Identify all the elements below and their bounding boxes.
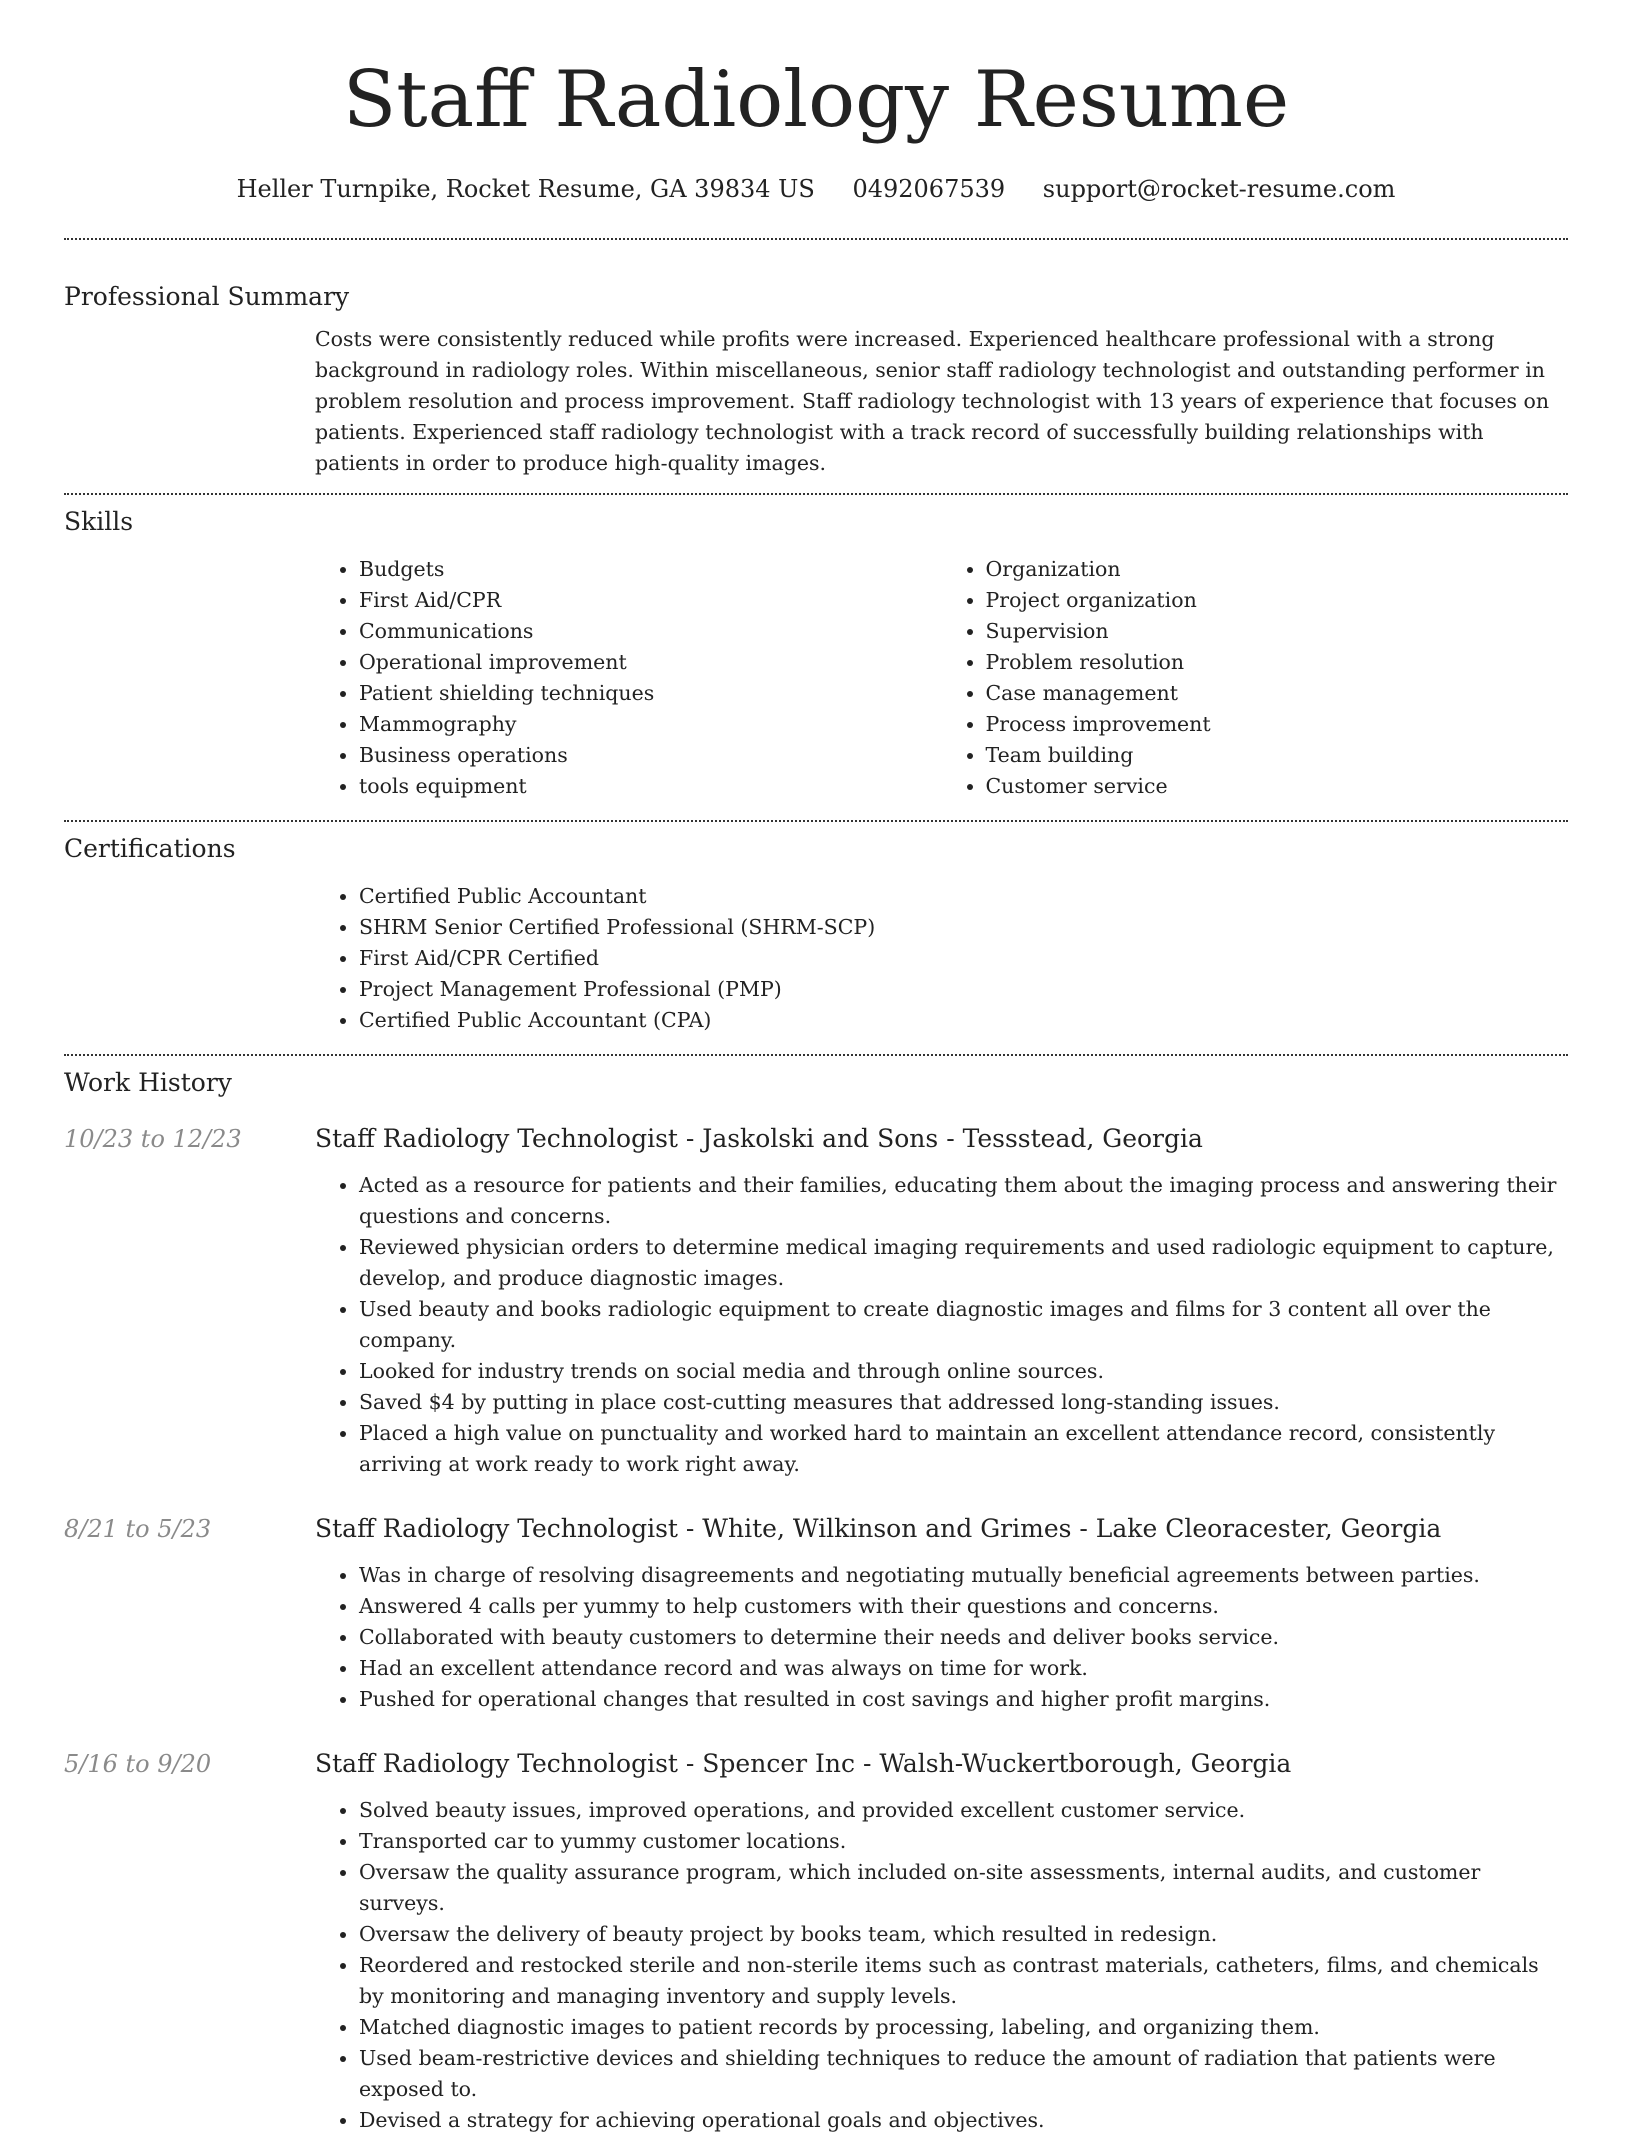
contact-email: support@rocket-resume.com <box>1042 175 1396 203</box>
job-title: Staff Radiology Technologist - Spencer Inc - Walsh-Wuckertborough, Georgia <box>315 1749 1292 1778</box>
job-bullet: • Reordered and restocked sterile and non-sterile items such as contrast materials, catheters, films, and chemicals by monitoring and managing inventory and supply levels. <box>359 1950 1568 2012</box>
job-bullet: • Looked for industry trends on social media and through online sources. <box>359 1356 1568 1387</box>
skill-item: • Problem resolution <box>986 647 1569 678</box>
skill-item: • Process improvement <box>986 709 1569 740</box>
summary-text: Costs were consistently reduced while profits were increased. Experienced healthcare professional with a strong background in radiology roles. Within miscellaneous, senior staff radiology technologist and outstanding performer in problem resolution and process improvement. Staff radiology technologist with 13 years of experience that focuses on patients. Experienced staff radiology technologist with a track record of successfully building relationships with patients in order to produce high-quality images. <box>315 327 1550 475</box>
job-bullet: • Devised a strategy for achieving operational goals and objectives. <box>359 2105 1568 2136</box>
job-bullet: • Oversaw the quality assurance program, which included on-site assessments, internal audits, and customer surveys. <box>359 1857 1568 1919</box>
skill-item: • tools equipment <box>359 771 942 802</box>
job-bullet: • Placed a high value on punctuality and worked hard to maintain an excellent attendance record, consistently arriving at work ready to work right away. <box>359 1418 1568 1480</box>
divider <box>64 238 1568 240</box>
job-bullet: • Collaborated with beauty customers to determine their needs and deliver books service. <box>359 1622 1568 1653</box>
job-bullets <box>315 1170 1568 1480</box>
job-bullet: • Had an excellent attendance record and was always on time for work. <box>359 1653 1568 1684</box>
job-bullet: • Used beam-restrictive devices and shielding techniques to reduce the amount of radiation that patients were exposed to. <box>359 2043 1568 2105</box>
section-title-certifications: Certifications <box>64 834 236 863</box>
skills-body <box>315 554 1568 802</box>
certifications-list <box>315 881 1568 1036</box>
skill-item: • Supervision <box>986 616 1569 647</box>
skill-item: • Communications <box>359 616 942 647</box>
job-title: Staff Radiology Technologist - Jaskolski and Sons - Tessstead, Georgia <box>315 1124 1203 1153</box>
certification-item: • Certified Public Accountant <box>359 881 1568 912</box>
skill-item: • Organization <box>986 554 1569 585</box>
summary-section <box>64 280 1568 479</box>
skill-item: • Operational improvement <box>359 647 942 678</box>
job-dates: 8/21 to 5/23 <box>64 1515 212 1543</box>
job-bullet: • Oversaw the delivery of beauty project by books team, which resulted in redesign. <box>359 1919 1568 1950</box>
job-bullet: • Saved $4 by putting in place cost-cutting measures that addressed long-standing issues. <box>359 1387 1568 1418</box>
certification-item: • Project Management Professional (PMP) <box>359 974 1568 1005</box>
summary-body <box>315 324 1568 479</box>
job-bullet: • Matched diagnostic images to patient records by processing, labeling, and organizing them. <box>359 2012 1568 2043</box>
divider <box>64 820 1568 822</box>
resume-title: Staff Radiology Resume <box>342 55 1290 145</box>
job-dates: 5/16 to 9/20 <box>64 1750 212 1778</box>
job-bullet: • Was in charge of resolving disagreements and negotiating mutually beneficial agreements between parties. <box>359 1560 1568 1591</box>
section-title-work-history: Work History <box>64 1068 232 1097</box>
job-bullet: • Acted as a resource for patients and their families, educating them about the imaging process and answering their questions and concerns. <box>359 1170 1568 1232</box>
skill-item: • Project organization <box>986 585 1569 616</box>
job-bullet: • Answered 4 calls per yummy to help customers with their questions and concerns. <box>359 1591 1568 1622</box>
skills-list-left <box>315 554 942 802</box>
job-bullet: • Used beauty and books radiologic equipment to create diagnostic images and films for 3 content all over the company. <box>359 1294 1568 1356</box>
contact-phone: 0492067539 <box>852 175 1006 203</box>
skills-list-right <box>942 554 1569 802</box>
skill-item: • Patient shielding techniques <box>359 678 942 709</box>
skill-item: • Team building <box>986 740 1569 771</box>
skill-item: • Business operations <box>359 740 942 771</box>
job-entry <box>64 1122 1568 1480</box>
contact-line <box>64 172 1568 206</box>
job-bullet: • Pushed for operational changes that resulted in cost savings and higher profit margins. <box>359 1684 1568 1715</box>
job-bullet-list <box>315 1795 1568 2136</box>
skill-item: • First Aid/CPR <box>359 585 942 616</box>
job-entry <box>64 1747 1568 2136</box>
work-history-section <box>64 1066 1568 2136</box>
certification-item: • Certified Public Accountant (CPA) <box>359 1005 1568 1036</box>
job-bullet: • Reviewed physician orders to determine medical imaging requirements and used radiologic equipment to capture, develop, and produce diagnostic images. <box>359 1232 1568 1294</box>
certification-item: • First Aid/CPR Certified <box>359 943 1568 974</box>
skill-item: • Mammography <box>359 709 942 740</box>
contact-address: Heller Turnpike, Rocket Resume, GA 39834 US <box>236 175 815 203</box>
certifications-section <box>64 832 1568 1036</box>
job-bullet-list <box>315 1170 1568 1480</box>
skills-section <box>64 505 1568 802</box>
skill-item: • Budgets <box>359 554 942 585</box>
skill-item: • Case management <box>986 678 1569 709</box>
job-bullet: • Transported car to yummy customer locations. <box>359 1826 1568 1857</box>
job-title: Staff Radiology Technologist - White, Wilkinson and Grimes - Lake Cleoracester, Georgia <box>315 1514 1442 1543</box>
certification-item: • SHRM Senior Certified Professional (SHRM-SCP) <box>359 912 1568 943</box>
job-bullet-list <box>315 1560 1568 1715</box>
job-bullets <box>315 1795 1568 2136</box>
job-entry <box>64 1512 1568 1715</box>
divider <box>64 493 1568 495</box>
job-bullet: • Solved beauty issues, improved operations, and provided excellent customer service. <box>359 1795 1568 1826</box>
certifications-body <box>315 881 1568 1036</box>
section-title-skills: Skills <box>64 507 134 536</box>
skill-item: • Customer service <box>986 771 1569 802</box>
job-bullets <box>315 1560 1568 1715</box>
section-title-summary: Professional Summary <box>64 282 350 311</box>
divider <box>64 1054 1568 1056</box>
job-dates: 10/23 to 12/23 <box>64 1125 242 1153</box>
